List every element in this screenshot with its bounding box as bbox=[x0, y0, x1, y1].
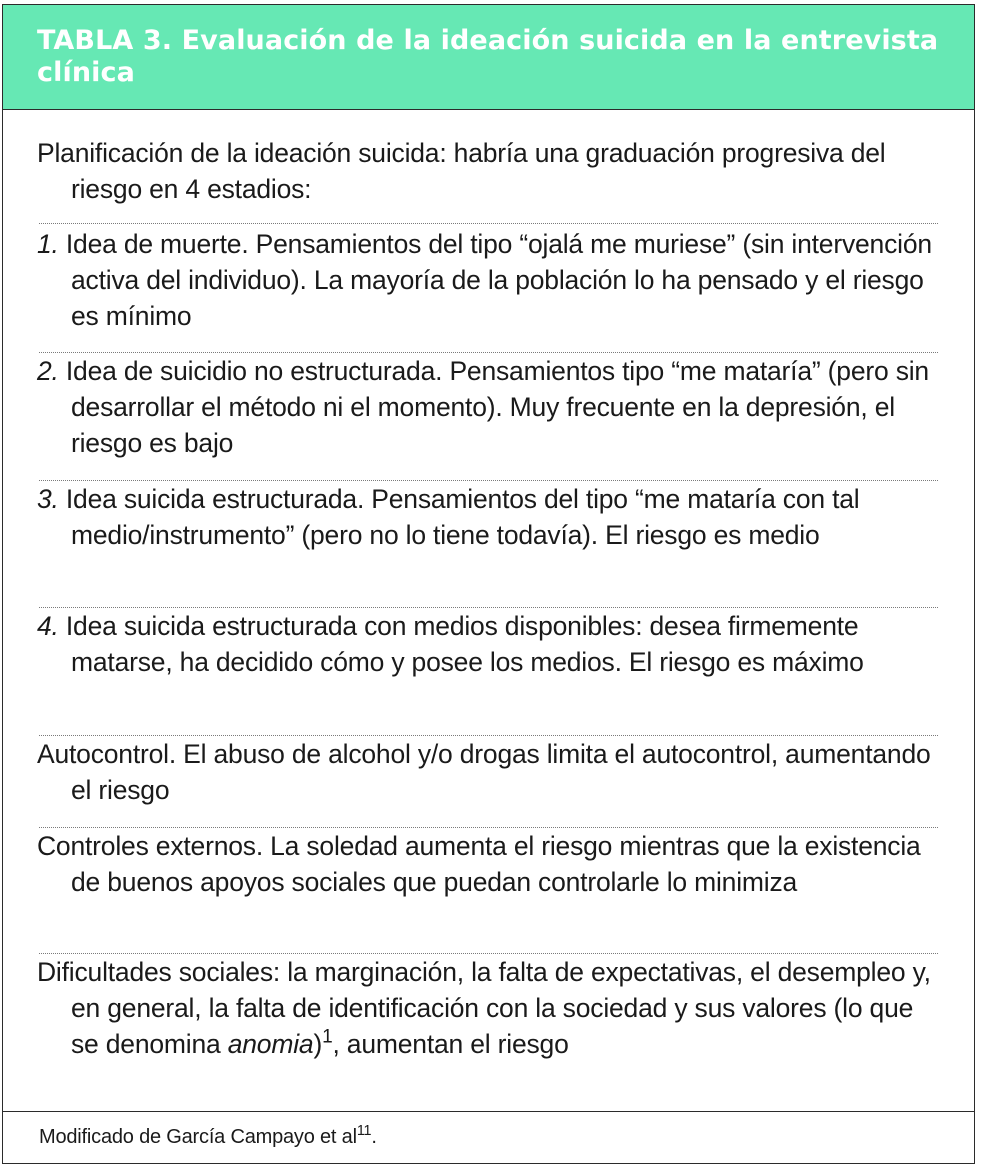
footnote-end: . bbox=[371, 1126, 377, 1148]
table-title-line-1: TABLA 3. Evaluación de la ideación suicida en la entrevista bbox=[37, 25, 939, 56]
table-row-social-difficulties bbox=[3, 954, 974, 1062]
row-number: 2. bbox=[37, 356, 59, 386]
row-text: Idea suicida estructurada con medios disponibles: desea firmemente matarse, ha decidido cómo y posee los medios. El riesgo es máximo bbox=[65, 611, 864, 677]
row-text: Idea de suicidio no estructurada. Pensamientos tipo “me mataría” (pero sin desarrollar el método ni el momento). Muy frecuente en la depresión, el riesgo es bajo bbox=[65, 356, 929, 458]
row-text: Autocontrol. El abuso de alcohol y/o drogas limita el autocontrol, aumentando el riesgo bbox=[37, 739, 931, 805]
row-number: 3. bbox=[37, 484, 59, 514]
row-number: 1. bbox=[37, 229, 59, 259]
footnote-superscript: 11 bbox=[356, 1123, 372, 1140]
row-text-close-paren: ) bbox=[313, 1029, 323, 1059]
table-row-self-control bbox=[3, 736, 974, 808]
row-text-end: , aumentan el riesgo bbox=[332, 1029, 569, 1059]
table-row-planning bbox=[3, 135, 974, 207]
row-number: 4. bbox=[37, 611, 59, 641]
table-row-external-controls bbox=[3, 828, 974, 900]
row-text: Planificación de la ideación suicida: habría una graduación progresiva del riesgo en 4 estadios: bbox=[37, 138, 886, 204]
table-header bbox=[3, 5, 974, 110]
table-row-stage-4 bbox=[3, 608, 974, 680]
table-row-stage-3 bbox=[3, 481, 974, 553]
row-text: Idea suicida estructurada. Pensamientos del tipo “me mataría con tal medio/instrumento” (pero no lo tiene todavía). El riesgo es medio bbox=[65, 484, 860, 550]
footer-divider bbox=[3, 1111, 974, 1112]
row-text: Idea de muerte. Pensamientos del tipo “ojalá me muriese” (sin intervención activa del individuo). La mayoría de la población lo ha pensado y el riesgo es mínimo bbox=[65, 229, 932, 331]
footnote-text: Modificado de García Campayo et al bbox=[39, 1126, 357, 1148]
table-row-stage-2 bbox=[3, 353, 974, 461]
anomia-term: anomia bbox=[227, 1029, 314, 1059]
table-title-line-2: clínica bbox=[37, 57, 135, 88]
table-title bbox=[37, 25, 944, 89]
row-text: Controles externos. La soledad aumenta el riesgo mientras que la existencia de buenos apoyos sociales que puedan controlarle lo minimiza bbox=[37, 831, 921, 897]
row-text: Dificultades sociales: la marginación, la falta de expectativas, el desempleo y, en general, la falta de identificación con la sociedad y sus valores (lo que se denomina bbox=[37, 957, 931, 1059]
table-row-stage-1 bbox=[3, 226, 974, 334]
reference-superscript: 1 bbox=[322, 1026, 333, 1048]
table-footnote bbox=[39, 1124, 377, 1150]
row-divider bbox=[39, 223, 938, 224]
evaluation-table bbox=[2, 4, 975, 1164]
